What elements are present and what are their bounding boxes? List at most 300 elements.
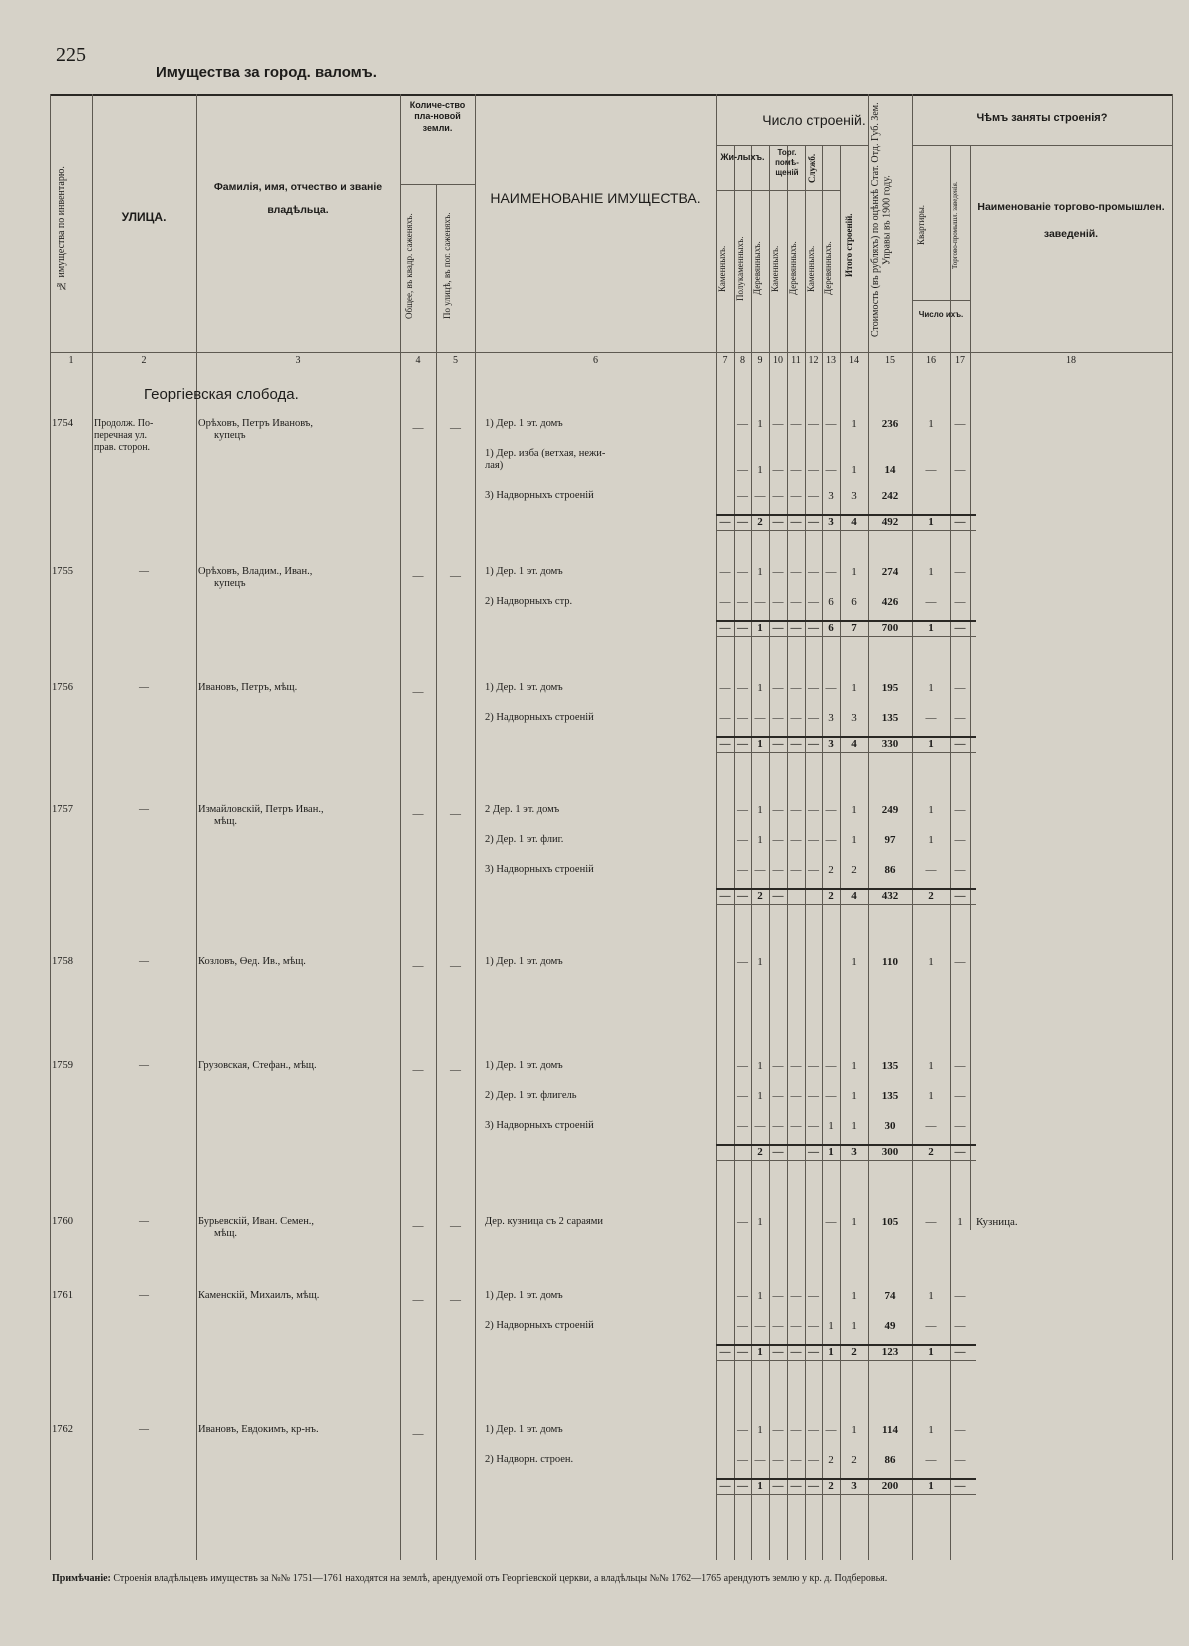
value-c7: — bbox=[719, 596, 731, 608]
value-c17: — bbox=[954, 1290, 966, 1302]
subtotal-c12: — bbox=[808, 1146, 819, 1158]
value-c11: — bbox=[790, 1090, 802, 1102]
value-c10: — bbox=[772, 804, 784, 816]
value-c12: — bbox=[808, 804, 819, 816]
land-street: — bbox=[450, 1294, 461, 1306]
value-c8: — bbox=[737, 1120, 748, 1132]
inventory-number: 1756 bbox=[52, 682, 73, 693]
value-c11: — bbox=[790, 1454, 802, 1466]
value-c12: — bbox=[808, 1454, 819, 1466]
subtotal-c11: — bbox=[790, 738, 802, 750]
street-name: — bbox=[139, 1216, 149, 1227]
subtotal-c15: 432 bbox=[881, 890, 899, 902]
subtotal-c10: — bbox=[772, 1146, 784, 1158]
value-c17: — bbox=[954, 1090, 966, 1102]
value-c10: — bbox=[772, 1120, 784, 1132]
value-c13: 1 bbox=[828, 1320, 834, 1332]
subtotal-c17: — bbox=[954, 1480, 966, 1492]
value-c14: 1 bbox=[851, 566, 857, 578]
value-c11: — bbox=[790, 464, 802, 476]
land-street: — bbox=[450, 422, 461, 434]
column-number: 16 bbox=[926, 355, 936, 366]
header-owner: Фамилія, имя, отчество и званіе владѣльца. bbox=[213, 181, 383, 217]
subtotal-c11: — bbox=[790, 1346, 802, 1358]
value-c17: 1 bbox=[957, 1216, 963, 1228]
column-number: 1 bbox=[68, 355, 74, 366]
occupied-group-divider bbox=[912, 145, 1172, 146]
value-c14: 1 bbox=[851, 804, 857, 816]
value-c15: 135 bbox=[881, 1090, 899, 1102]
header-service: Служб. bbox=[807, 153, 817, 183]
buildings-subgroup-divider bbox=[716, 190, 840, 191]
value-c11: — bbox=[790, 864, 802, 876]
column-number: 12 bbox=[808, 355, 819, 366]
subtotal-c10: — bbox=[772, 1480, 784, 1492]
land-street: — bbox=[450, 1220, 461, 1232]
value-c16: 1 bbox=[928, 1090, 934, 1102]
value-c17: — bbox=[954, 712, 966, 724]
value-c17: — bbox=[954, 834, 966, 846]
value-c8: — bbox=[737, 864, 748, 876]
value-c8: — bbox=[737, 1060, 748, 1072]
column-number: 8 bbox=[740, 355, 745, 366]
value-c9: — bbox=[754, 596, 766, 608]
value-c14: 1 bbox=[851, 418, 857, 430]
header-c8: Полукаменныхъ. bbox=[735, 236, 745, 301]
property-item-name: 1) Дер. 1 эт. домъ bbox=[485, 1290, 563, 1301]
street-name: — bbox=[139, 566, 149, 577]
subtotal-c8: — bbox=[737, 622, 748, 634]
value-c8: — bbox=[737, 596, 748, 608]
value-c12: — bbox=[808, 596, 819, 608]
subtotal-bottom-rule bbox=[716, 752, 976, 753]
value-c17: — bbox=[954, 1060, 966, 1072]
value-c15: 30 bbox=[884, 1120, 896, 1132]
value-c13: — bbox=[825, 1090, 837, 1102]
subtotal-c16: 1 bbox=[928, 622, 934, 634]
value-c12: — bbox=[808, 834, 819, 846]
subtotal-c16: 1 bbox=[928, 516, 934, 528]
value-c16: — bbox=[925, 1454, 937, 1466]
subtotal-c12: — bbox=[808, 1480, 819, 1492]
street-name: — bbox=[139, 1424, 149, 1435]
value-c8: — bbox=[737, 1216, 748, 1228]
column-divider bbox=[400, 94, 401, 1560]
value-c14: 6 bbox=[851, 596, 857, 608]
value-c8: — bbox=[737, 834, 748, 846]
value-c14: 1 bbox=[851, 464, 857, 476]
value-c16: — bbox=[925, 712, 937, 724]
value-c9: — bbox=[754, 1120, 766, 1132]
subtotal-c14: 4 bbox=[851, 890, 857, 902]
inventory-number: 1759 bbox=[52, 1060, 73, 1071]
value-c16: — bbox=[925, 864, 937, 876]
inventory-number: 1755 bbox=[52, 566, 73, 577]
value-c8: — bbox=[737, 1454, 748, 1466]
value-c17: — bbox=[954, 418, 966, 430]
subtotal-c9: 1 bbox=[757, 1480, 763, 1492]
land-group-divider bbox=[400, 184, 475, 185]
value-c11: — bbox=[790, 1320, 802, 1332]
value-c16: 1 bbox=[928, 1060, 934, 1072]
value-c10: — bbox=[772, 566, 784, 578]
value-c10: — bbox=[772, 1454, 784, 1466]
column-divider bbox=[436, 184, 437, 1560]
land-total: — bbox=[412, 960, 424, 972]
property-item-name: 3) Надворныхъ строеній bbox=[485, 490, 594, 501]
subtotal-c11: — bbox=[790, 622, 802, 634]
value-c16: 1 bbox=[928, 418, 934, 430]
header-living: Жи-лыхъ. bbox=[720, 152, 765, 162]
subtotal-c9: 2 bbox=[757, 516, 763, 528]
value-c10: — bbox=[772, 464, 784, 476]
land-total: — bbox=[412, 1220, 424, 1232]
value-c13: — bbox=[825, 804, 837, 816]
owner-name: Козловъ, Өед. Ив., мѣщ. bbox=[198, 956, 306, 967]
value-c12: — bbox=[808, 864, 819, 876]
land-street: — bbox=[450, 808, 461, 820]
owner-name: Орѣховъ, Петръ Ивановъ, bbox=[198, 418, 313, 429]
value-c14: 1 bbox=[851, 956, 857, 968]
column-number: 11 bbox=[791, 355, 801, 366]
value-c13: — bbox=[825, 1424, 837, 1436]
value-c15: 242 bbox=[881, 490, 899, 502]
value-c7: — bbox=[719, 682, 731, 694]
value-c16: 1 bbox=[928, 804, 934, 816]
land-street: — bbox=[450, 1064, 461, 1076]
value-c14: 1 bbox=[851, 1060, 857, 1072]
subtotal-c17: — bbox=[954, 1146, 966, 1158]
value-c10: — bbox=[772, 418, 784, 430]
value-c13: 3 bbox=[828, 490, 834, 502]
subtotal-c13: 3 bbox=[828, 738, 834, 750]
page-title: Имущества за город. валомъ. bbox=[156, 64, 377, 81]
value-c11: — bbox=[790, 834, 802, 846]
value-c9: 1 bbox=[757, 1424, 763, 1436]
property-item-name: Дер. кузница съ 2 сараями bbox=[485, 1216, 603, 1227]
value-c14: 1 bbox=[851, 1290, 857, 1302]
subtotal-c11: — bbox=[790, 516, 802, 528]
header-bottom-border bbox=[50, 352, 1172, 353]
subtotal-c12: — bbox=[808, 1346, 819, 1358]
inventory-number: 1758 bbox=[52, 956, 73, 967]
street-name: — bbox=[139, 804, 149, 815]
value-c17: — bbox=[954, 464, 966, 476]
owner-name: Ивановъ, Евдокимъ, кр-нъ. bbox=[198, 1424, 319, 1435]
value-c9: 1 bbox=[757, 1290, 763, 1302]
property-item-name: 3) Надворныхъ строеній bbox=[485, 864, 594, 875]
value-c9: 1 bbox=[757, 1090, 763, 1102]
value-c8: — bbox=[737, 682, 748, 694]
subtotal-c12: — bbox=[808, 516, 819, 528]
subtotal-c16: 1 bbox=[928, 1480, 934, 1492]
value-c10: — bbox=[772, 1320, 784, 1332]
property-item-name: 1) Дер. 1 эт. домъ bbox=[485, 1060, 563, 1071]
inventory-number: 1754 bbox=[52, 418, 73, 429]
value-c17: — bbox=[954, 1120, 966, 1132]
column-number: 10 bbox=[773, 355, 783, 366]
property-item-name: 2) Дер. 1 эт. флиг. bbox=[485, 834, 564, 845]
property-item-name: 2) Надворныхъ строеній bbox=[485, 1320, 594, 1331]
value-c13: 2 bbox=[828, 864, 834, 876]
value-c10: — bbox=[772, 1060, 784, 1072]
value-c12: — bbox=[808, 1060, 819, 1072]
subtotal-c15: 330 bbox=[881, 738, 899, 750]
subtotal-c9: 1 bbox=[757, 622, 763, 634]
value-c10: — bbox=[772, 682, 784, 694]
subtotal-bottom-rule bbox=[716, 1160, 976, 1161]
value-c13: — bbox=[825, 464, 837, 476]
value-c11: — bbox=[790, 804, 802, 816]
footnote-label: Примѣчаніе: bbox=[52, 1573, 111, 1584]
value-c15: 110 bbox=[882, 956, 898, 968]
header-land-total: Общее, въ квадр. саженяхъ. bbox=[404, 213, 414, 319]
header-c12: Каменныхъ. bbox=[806, 245, 816, 292]
value-c14: 1 bbox=[851, 1216, 857, 1228]
value-c11: — bbox=[790, 1424, 802, 1436]
subtotal-c13: 2 bbox=[828, 1480, 834, 1492]
value-c11: — bbox=[790, 712, 802, 724]
value-c13: — bbox=[825, 834, 837, 846]
value-c9: 1 bbox=[757, 682, 763, 694]
inventory-number: 1760 bbox=[52, 1216, 73, 1227]
value-c15: 135 bbox=[881, 712, 899, 724]
street-name: — bbox=[139, 1290, 149, 1301]
subtotal-c13: 1 bbox=[828, 1146, 834, 1158]
value-c9: — bbox=[754, 712, 766, 724]
subtotal-c17: — bbox=[954, 890, 966, 902]
property-item-name: 1) Дер. изба (ветхая, нежи- bbox=[485, 448, 606, 459]
value-c13: — bbox=[825, 1216, 837, 1228]
land-total: — bbox=[412, 422, 424, 434]
header-inventory-number: № имущества по инвентарю. bbox=[56, 166, 67, 292]
subtotal-c14: 3 bbox=[851, 1480, 857, 1492]
value-c13: — bbox=[825, 1060, 837, 1072]
value-c8: — bbox=[737, 1290, 748, 1302]
land-street: — bbox=[450, 570, 461, 582]
subtotal-c10: — bbox=[772, 738, 784, 750]
property-item-name: 2 Дер. 1 эт. домъ bbox=[485, 804, 560, 815]
property-item-name-cont: лая) bbox=[485, 460, 504, 471]
value-c14: 1 bbox=[851, 1320, 857, 1332]
value-c8: — bbox=[737, 566, 748, 578]
subtotal-c14: 3 bbox=[851, 1146, 857, 1158]
value-c12: — bbox=[808, 490, 819, 502]
value-c7: — bbox=[719, 712, 731, 724]
value-c9: 1 bbox=[757, 804, 763, 816]
value-c17: — bbox=[954, 596, 966, 608]
owner-name: Грузовская, Стефан., мѣщ. bbox=[198, 1060, 317, 1071]
establishment-name: Кузница. bbox=[976, 1216, 1018, 1228]
value-c9: 1 bbox=[757, 834, 763, 846]
value-c15: 74 bbox=[884, 1290, 896, 1302]
value-c16: 1 bbox=[928, 1290, 934, 1302]
value-c16: 1 bbox=[928, 956, 934, 968]
subtotal-c9: 1 bbox=[757, 738, 763, 750]
value-c11: — bbox=[790, 1290, 802, 1302]
value-c9: 1 bbox=[757, 1060, 763, 1072]
value-c14: 1 bbox=[851, 834, 857, 846]
value-c9: — bbox=[754, 1320, 766, 1332]
subtotal-c7: — bbox=[719, 1480, 731, 1492]
value-c16: 1 bbox=[928, 566, 934, 578]
property-item-name: 2) Надворныхъ строеній bbox=[485, 712, 594, 723]
value-c17: — bbox=[954, 956, 966, 968]
value-c10: — bbox=[772, 1290, 784, 1302]
page-number: 225 bbox=[56, 44, 86, 66]
subtotal-c8: — bbox=[737, 738, 748, 750]
value-c15: 97 bbox=[884, 834, 896, 846]
value-c13: 6 bbox=[828, 596, 834, 608]
value-c9: 1 bbox=[757, 464, 763, 476]
value-c11: — bbox=[790, 490, 802, 502]
subtotal-c7: — bbox=[719, 1346, 731, 1358]
value-c15: 105 bbox=[881, 1216, 899, 1228]
inventory-number: 1762 bbox=[52, 1424, 73, 1435]
value-c11: — bbox=[790, 1060, 802, 1072]
owner-name: Каменскій, Михаилъ, мѣщ. bbox=[198, 1290, 320, 1301]
buildings-group-divider bbox=[716, 145, 868, 146]
inventory-number: 1761 bbox=[52, 1290, 73, 1301]
value-c16: 1 bbox=[928, 682, 934, 694]
inventory-number: 1757 bbox=[52, 804, 73, 815]
value-c15: 49 bbox=[884, 1320, 896, 1332]
column-number: 9 bbox=[757, 355, 763, 366]
subtotal-c10: — bbox=[772, 890, 784, 902]
value-c9: — bbox=[754, 490, 766, 502]
value-c7: — bbox=[719, 566, 731, 578]
value-c11: — bbox=[790, 596, 802, 608]
column-divider bbox=[1172, 94, 1173, 1560]
value-c15: 114 bbox=[882, 1424, 898, 1436]
subtotal-c8: — bbox=[737, 516, 748, 528]
subtotal-bottom-rule bbox=[716, 1360, 976, 1361]
owner-name: Орѣховъ, Владим., Иван., bbox=[198, 566, 313, 577]
value-c9: 1 bbox=[757, 1216, 763, 1228]
header-c10: Каменныхъ. bbox=[770, 245, 780, 292]
subtotal-c10: — bbox=[772, 1346, 784, 1358]
subtotal-bottom-rule bbox=[716, 1494, 976, 1495]
subtotal-c14: 2 bbox=[851, 1346, 857, 1358]
column-number: 5 bbox=[453, 355, 458, 366]
column-number: 15 bbox=[885, 355, 895, 366]
value-c8: — bbox=[737, 418, 748, 430]
property-item-name: 1) Дер. 1 эт. домъ bbox=[485, 418, 563, 429]
value-c17: — bbox=[954, 682, 966, 694]
section-title: Георгіевская слобода. bbox=[144, 386, 299, 403]
land-total: — bbox=[412, 686, 424, 698]
subtotal-c15: 200 bbox=[881, 1480, 899, 1492]
owner-title: купецъ bbox=[214, 430, 246, 441]
street-name: — bbox=[139, 1060, 149, 1071]
value-c14: 1 bbox=[851, 1120, 857, 1132]
value-c13: — bbox=[825, 566, 837, 578]
owner-title: мѣщ. bbox=[214, 1228, 238, 1239]
value-c16: — bbox=[925, 464, 937, 476]
header-establishment-name: Наименованіе торгово-промышлен. заведеній. bbox=[977, 201, 1165, 241]
header-property-name: НАИМЕНОВАНІЕ ИМУЩЕСТВА. bbox=[490, 190, 701, 206]
owner-name: Бурьевскій, Иван. Семен., bbox=[198, 1216, 315, 1227]
value-c8: — bbox=[737, 1090, 748, 1102]
header-land-street: По улицѣ, въ пог. саженяхъ. bbox=[442, 212, 452, 320]
value-c15: 195 bbox=[881, 682, 899, 694]
header-count-label: Число ихъ. bbox=[918, 310, 964, 319]
subtotal-c8: — bbox=[737, 890, 748, 902]
column-number: 7 bbox=[722, 355, 728, 366]
header-apartments: Квартиры. bbox=[916, 204, 926, 246]
column-number: 17 bbox=[955, 355, 965, 366]
value-c17: — bbox=[954, 566, 966, 578]
subtotal-c17: — bbox=[954, 516, 966, 528]
subtotal-c7: — bbox=[719, 622, 731, 634]
subtotal-c7: — bbox=[719, 738, 731, 750]
subtotal-bottom-rule bbox=[716, 904, 976, 905]
value-c12: — bbox=[808, 566, 819, 578]
subtotal-c14: 4 bbox=[851, 738, 857, 750]
owner-name: Измайловскій, Петръ Иван., bbox=[198, 804, 324, 815]
subtotal-c15: 123 bbox=[881, 1346, 899, 1358]
count-label-divider bbox=[912, 300, 970, 301]
value-c12: — bbox=[808, 418, 819, 430]
value-c12: — bbox=[808, 1090, 819, 1102]
value-c14: 2 bbox=[851, 1454, 857, 1466]
value-c11: — bbox=[790, 418, 802, 430]
value-c9: 1 bbox=[757, 566, 763, 578]
value-c8: — bbox=[737, 464, 748, 476]
subtotal-c17: — bbox=[954, 1346, 966, 1358]
value-c14: 3 bbox=[851, 490, 857, 502]
value-c15: 236 bbox=[881, 418, 899, 430]
value-c10: — bbox=[772, 1424, 784, 1436]
value-c14: 1 bbox=[851, 1424, 857, 1436]
column-divider bbox=[970, 145, 971, 1230]
value-c8: — bbox=[737, 712, 748, 724]
land-total: — bbox=[412, 570, 424, 582]
column-number: 3 bbox=[295, 355, 301, 366]
value-c16: 1 bbox=[928, 834, 934, 846]
land-street: — bbox=[450, 960, 461, 972]
subtotal-c13: 6 bbox=[828, 622, 834, 634]
value-c12: — bbox=[808, 464, 819, 476]
column-number: 18 bbox=[1066, 355, 1076, 366]
value-c12: — bbox=[808, 1424, 819, 1436]
header-c9: Деревянныхъ. bbox=[752, 241, 762, 296]
value-c8: — bbox=[737, 1424, 748, 1436]
value-c10: — bbox=[772, 834, 784, 846]
street-name-line3: прав. сторон. bbox=[94, 442, 151, 453]
subtotal-c14: 4 bbox=[851, 516, 857, 528]
value-c17: — bbox=[954, 804, 966, 816]
subtotal-c16: 2 bbox=[928, 1146, 934, 1158]
value-c16: 1 bbox=[928, 1424, 934, 1436]
column-divider bbox=[475, 94, 476, 1560]
value-c11: — bbox=[790, 682, 802, 694]
header-c13: Деревянныхъ. bbox=[823, 241, 833, 296]
subtotal-c16: 1 bbox=[928, 738, 934, 750]
value-c12: — bbox=[808, 1290, 819, 1302]
value-c17: — bbox=[954, 1454, 966, 1466]
value-c16: — bbox=[925, 1120, 937, 1132]
value-c12: — bbox=[808, 1120, 819, 1132]
subtotal-c15: 700 bbox=[881, 622, 899, 634]
street-name: — bbox=[139, 682, 149, 693]
column-divider bbox=[868, 94, 869, 1560]
subtotal-c7: — bbox=[719, 516, 731, 528]
street-name: Продолж. По- bbox=[94, 418, 154, 429]
land-total: — bbox=[412, 1428, 424, 1440]
value-c9: 1 bbox=[757, 956, 763, 968]
header-street: УЛИЦА. bbox=[121, 210, 167, 224]
